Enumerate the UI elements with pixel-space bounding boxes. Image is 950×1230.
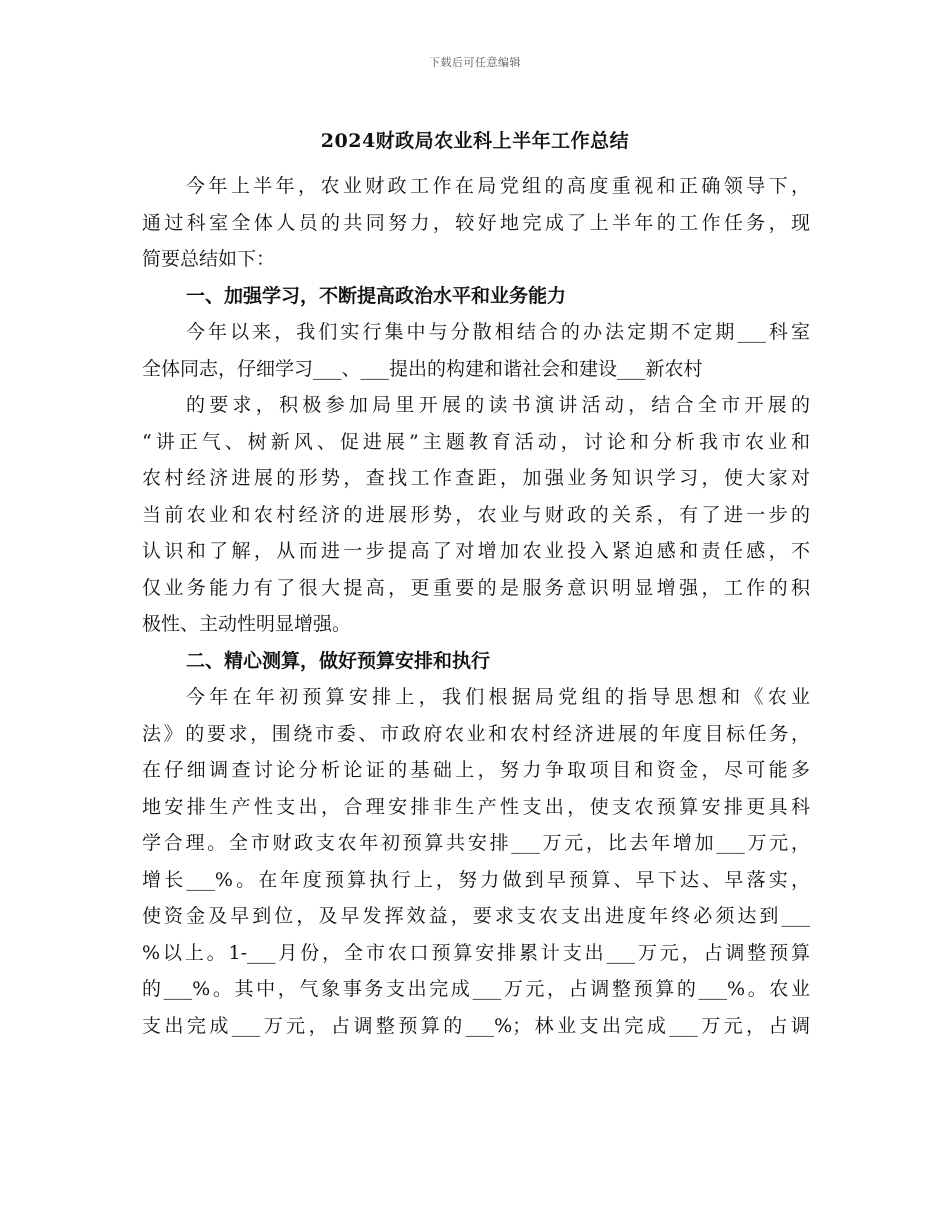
- section-heading: 一、加强学习，不断提高政治水平和业务能力: [186, 284, 567, 307]
- paragraph-line: 今年上半年，农业财政工作在局党组的高度重视和正确领导下，: [186, 175, 810, 197]
- paragraph-line: 学合理。全市财政支农年初预算共安排___万元，比去年增加___万元，: [142, 832, 810, 854]
- paragraph-line: 简要总结如下：: [142, 248, 276, 270]
- paragraph-line: “讲正气、树新风、促进展”主题教育活动，讨论和分析我市农业和: [142, 430, 810, 453]
- document-body: [142, 168, 810, 1044]
- section-heading: 二、精心测算，做好预算安排和执行: [186, 649, 491, 672]
- paragraph-line: 今年以来，我们实行集中与分散相结合的办法定期不定期___科室: [186, 321, 810, 343]
- paragraph-line: 当前农业和农村经济的进展形势，农业与财政的关系，有了进一步的: [142, 503, 810, 526]
- header-note: 下载后可任意编辑: [429, 56, 521, 69]
- paragraph-line: 极性、主动性明显增强。: [142, 613, 352, 635]
- paragraph-line: 通过科室全体人员的共同努力，较好地完成了上半年的工作任务，现: [142, 211, 810, 234]
- paragraph-line: 使资金及早到位，及早发挥效益，要求支农支出进度年终必须达到___: [142, 905, 810, 927]
- paragraph-line: 法》的要求，围绕市委、市政府农业和农村经济进展的年度目标任务，: [142, 722, 810, 745]
- paragraph-line: 农村经济进展的形势，查找工作查距，加强业务知识学习，使大家对: [142, 467, 810, 489]
- paragraph-line: 全体同志，仔细学习___、___提出的构建和谐社会和建设___新农村: [142, 357, 703, 380]
- paragraph-line: 增长___%。在年度预算执行上，努力做到早预算、早下达、早落实，: [142, 868, 810, 891]
- paragraph-line: 的___%。其中，气象事务支出完成___万元，占调整预算的___%。农业: [142, 978, 810, 1000]
- paragraph-line: 在仔细调查讨论分析论证的基础上，努力争取项目和资金，尽可能多: [142, 759, 810, 781]
- paragraph-line: 认识和了解，从而进一步提高了对增加农业投入紧迫感和责任感，不: [142, 540, 810, 562]
- paragraph-line: %以上。1-___月份，全市农口预算安排累计支出___万元，占调整预算: [142, 941, 810, 964]
- document-title: 2024财政局农业科上半年工作总结: [320, 130, 630, 152]
- paragraph-line: 今年在年初预算安排上，我们根据局党组的指导思想和《农业: [186, 686, 810, 708]
- paragraph-line: 地安排生产性支出，合理安排非生产性支出，使支农预算安排更具科: [142, 795, 810, 818]
- paragraph-line: 的要求，积极参加局里开展的读书演讲活动，结合全市开展的: [186, 394, 810, 416]
- paragraph-line: 支出完成___万元，占调整预算的___%；林业支出完成___万元，占调: [142, 1014, 810, 1037]
- paragraph-line: 仅业务能力有了很大提高，更重要的是服务意识明显增强，工作的积: [142, 576, 810, 599]
